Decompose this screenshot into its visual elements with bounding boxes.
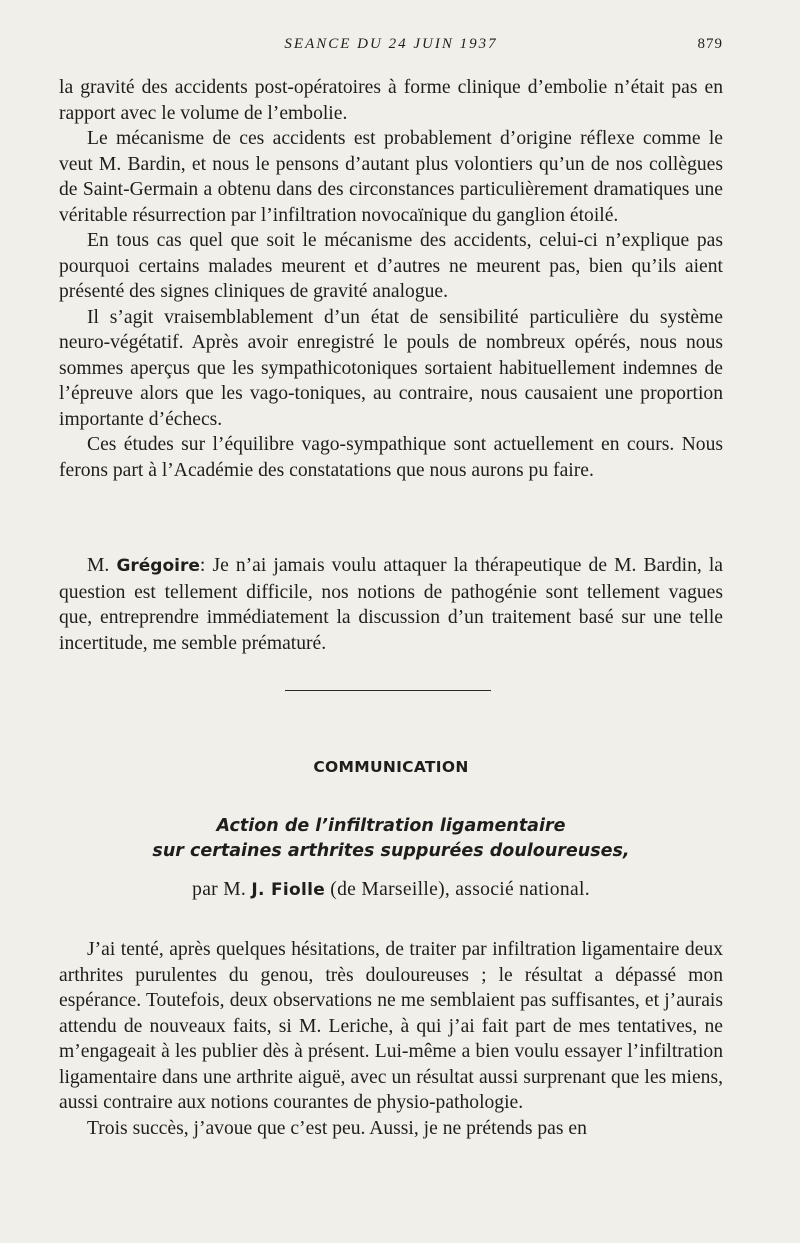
paragraph: Trois succès, j’avoue que c’est peu. Aussi, je ne prétends pas en xyxy=(87,1117,587,1139)
running-title: SEANCE DU 24 JUIN 1937 xyxy=(284,36,498,52)
paragraph: Le mécanisme de ces accidents est probablement d’origine réflexe comme le veut M. Bardin, et nous le pensons d’autant plus volontiers qu’un de nos collègues de Saint-Germain a obtenu dans des circonstances particulièrement dramatiques une véritable résurrection par l’infiltration novocaïnique du ganglion étoilé. xyxy=(59,128,723,226)
paragraph: En tous cas quel que soit le mécanisme des accidents, celui-ci n’explique pas pourquoi certains malades meurent et d’autres ne meurent pas, bien qu’ils aient présenté des signes cliniques de gravité analogue. xyxy=(59,230,723,302)
intervention-block xyxy=(59,553,723,656)
byline-suffix: (de Marseille), associé national. xyxy=(330,879,590,900)
author-name: J. Fiolle xyxy=(251,880,326,900)
article-title-line: Action de l’infiltration ligamentaire xyxy=(216,816,566,836)
article-title-line: sur certaines arthrites suppurées douloureuses, xyxy=(152,841,630,861)
speaker-prefix: M. xyxy=(87,555,110,576)
running-header xyxy=(59,36,723,56)
intervention-text: : Je n’ai jamais voulu attaquer la thérapeutique de M. Bardin, la question est tellement difficile, nos notions de pathogénie sont tellement vagues que, entreprendre immédiatement la discussion d’un traitement basé sur une telle incertitude, me semble prématuré. xyxy=(59,555,724,654)
paragraph: Il s’agit vraisemblablement d’un état de sensibilité particulière du système neuro-végétatif. Après avoir enregistré le pouls de nombreux opérés, nous nous sommes aperçus que les sympathicotoniques sortaient habituellement indemnes de l’épreuve alors que les vago-toniques, au contraire, nous causaient une proportion importante d’échecs. xyxy=(59,306,723,430)
intervention-paragraph xyxy=(59,553,723,656)
byline-prefix: par M. xyxy=(192,879,247,900)
section-divider xyxy=(285,690,491,691)
paragraph: J’ai tenté, après quelques hésitations, de traiter par infiltration ligamentaire deux arthrites purulentes du genou, très douloureuses ; le résultat a dépassé mon espérance. Toutefois, deux observations ne me semblaient pas suffisantes, et j’aurais attendu de nouveaux faits, si M. Leriche, à qui j’ai fait part de mes tentatives, ne m’engageait à les publier dès à présent. Lui-même a bien voulu essayer l’infiltration ligamentaire dans une arthrite aiguë, avec un résultat aussi surprenant que les miens, aussi contraire aux notions courantes de physio-pathologie. xyxy=(59,939,723,1113)
paragraph: la gravité des accidents post-opératoires à forme clinique d’embolie n’était pas en rapport avec le volume de l’embolie. xyxy=(59,77,723,124)
section-heading: COMMUNICATION xyxy=(313,758,469,776)
page-number: 879 xyxy=(697,36,723,52)
speaker-name: Grégoire xyxy=(116,556,200,576)
article-title xyxy=(59,814,723,864)
discussion-text xyxy=(59,75,723,483)
article-body xyxy=(59,937,723,1141)
paragraph: Ces études sur l’équilibre vago-sympathique sont actuellement en cours. Nous ferons part à l’Académie des constatations que nous aurons pu faire. xyxy=(59,434,723,481)
byline xyxy=(59,879,723,901)
